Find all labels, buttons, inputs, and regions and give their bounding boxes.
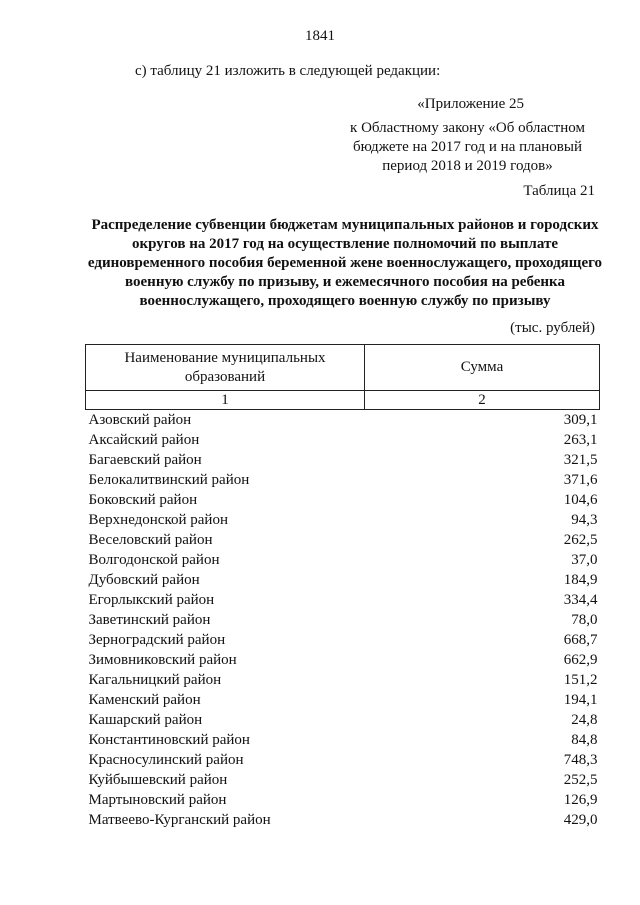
district-amount: 321,5: [563, 452, 598, 468]
district-amount: 334,4: [563, 592, 598, 608]
district-amount: 252,5: [563, 772, 598, 788]
district-amount: 371,6: [563, 472, 598, 488]
table-row: [86, 590, 600, 610]
district-name: Белокалитвинский район: [88, 472, 250, 488]
column-number-1: 1: [86, 391, 365, 410]
table-row: [86, 450, 600, 470]
district-amount: 126,9: [563, 792, 598, 808]
district-amount: 94,3: [571, 512, 598, 528]
district-amount: 184,9: [563, 572, 598, 588]
district-name: Веселовский район: [88, 532, 213, 548]
district-name: Каменский район: [88, 692, 201, 708]
district-amount: 429,0: [563, 812, 598, 828]
district-name: Кашарский район: [88, 712, 203, 728]
table-row: [86, 410, 600, 431]
table-row: [86, 690, 600, 710]
page-number: 1841: [305, 28, 335, 44]
column-number-row: [86, 391, 600, 410]
table-row: [86, 770, 600, 790]
district-name: Волгодонской район: [88, 552, 220, 568]
district-name: Егорлыкский район: [88, 592, 215, 608]
appendix-heading: «Приложение 25: [417, 96, 524, 112]
table-row: [86, 570, 600, 590]
district-amount: 309,1: [563, 412, 598, 428]
district-name: Багаевский район: [88, 452, 202, 468]
table-row: [86, 790, 600, 810]
table-row: [86, 510, 600, 530]
table-row: [86, 650, 600, 670]
law-reference: к Областному закону «Об областном бюджете на 2017 год и на плановый период 2018 и 2019 годов»: [350, 120, 585, 174]
district-name: Константиновский район: [88, 732, 250, 748]
district-amount: 262,5: [563, 532, 598, 548]
district-name: Аксайский район: [88, 432, 200, 448]
district-amount: 37,0: [571, 552, 598, 568]
table-title: Распределение субвенции бюджетам муниципальных районов и городских округов на 2017 год на осуществление полномочий по выплате единовременного пособия беременной жене военнослужащего, проходящего военную службу по призыву, и ежемесячного пособия на ребенка военнослужащего, проходящего военную службу по призыву: [87, 217, 603, 309]
district-amount: 78,0: [571, 612, 598, 628]
district-amount: 104,6: [563, 492, 598, 508]
table-row: [86, 670, 600, 690]
table-row: [86, 530, 600, 550]
table-row: [86, 470, 600, 490]
district-amount: 668,7: [563, 632, 598, 648]
district-name: Мартыновский район: [88, 792, 227, 808]
district-name: Заветинский район: [88, 612, 211, 628]
district-name: Матвеево-Курганский район: [88, 812, 271, 828]
district-name: Куйбышевский район: [88, 772, 228, 788]
table-row: [86, 430, 600, 450]
table-row: [86, 630, 600, 650]
instruction-text: с) таблицу 21 изложить в следующей редакции:: [135, 63, 441, 79]
district-amount: 151,2: [563, 672, 598, 688]
table-row: [86, 750, 600, 770]
district-amount: 748,3: [563, 752, 598, 768]
units-label: (тыс. рублей): [510, 320, 595, 336]
district-name: Кагальницкий район: [88, 672, 222, 688]
district-name: Верхнедонской район: [88, 512, 228, 528]
district-name: Дубовский район: [88, 572, 200, 588]
table-row: [86, 810, 600, 830]
district-amount: 84,8: [571, 732, 598, 748]
district-amount: 263,1: [563, 432, 598, 448]
district-name: Азовский район: [88, 412, 192, 428]
header-name: Наименование муниципальных образований: [86, 345, 365, 391]
table-row: [86, 490, 600, 510]
district-name: Боковский район: [88, 492, 198, 508]
table-label: Таблица 21: [523, 183, 595, 199]
district-name: Зерноградский район: [88, 632, 226, 648]
header-sum: Сумма: [365, 345, 600, 391]
table-row: [86, 710, 600, 730]
district-amount: 662,9: [563, 652, 598, 668]
table-body: [86, 410, 600, 831]
district-amount: 24,8: [571, 712, 598, 728]
district-name: Зимовниковский район: [88, 652, 237, 668]
table-header-row: [86, 345, 600, 391]
subvention-table: [85, 344, 600, 830]
column-number-2: 2: [365, 391, 600, 410]
district-amount: 194,1: [563, 692, 598, 708]
table-row: [86, 610, 600, 630]
table-row: [86, 730, 600, 750]
district-name: Красносулинский район: [88, 752, 244, 768]
table-row: [86, 550, 600, 570]
